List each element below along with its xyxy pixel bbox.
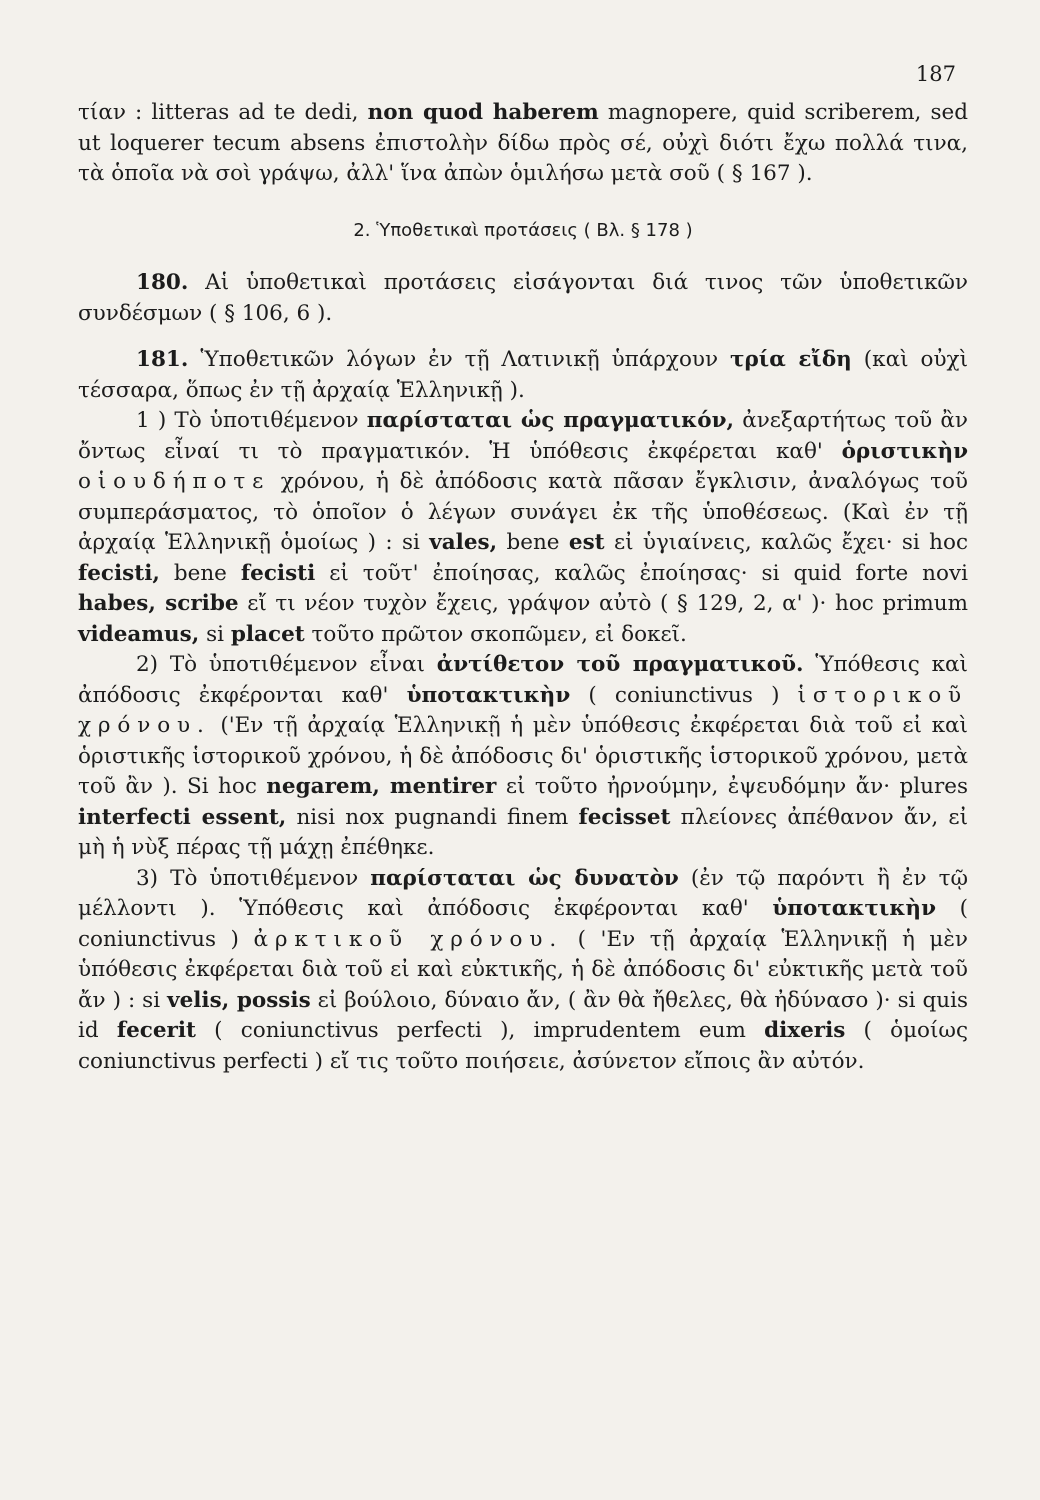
bold-run: est: [568, 530, 605, 555]
spaced-run: ἀρκτικοῦ χρόνου.: [253, 926, 564, 952]
bold-run: vales,: [429, 530, 498, 555]
text-run: nisi nox pugnandi finem: [286, 804, 579, 830]
text-run: εἰ ὑγιαίνεις, καλῶς ἔχει· si hoc: [604, 530, 968, 555]
bold-run: non quod haberem: [367, 100, 599, 125]
bold-run: ὑποτακτικὴν: [772, 896, 936, 921]
bold-run: videamus,: [78, 621, 200, 647]
spaced-run: οἱουδήποτε: [78, 469, 271, 494]
text-run: ('Εν τῇ ἀρχαίᾳ Ἑλληνικῇ ἡ μὲν ὑπόθεσις ἐκφέρεται διὰ τοῦ εἰ καὶ ὁριστικῆς ἱστορικοῦ χρόνου, ἡ δὲ ἀπόδοσις δι' ὁριστικῆς ἱστορικοῦ χρόνου, μετὰ τοῦ ἂν ). Si hoc: [78, 713, 968, 799]
text-run: εἰ τοῦτο ἠρνούμην, ἐψευδόμην ἄν· plures: [496, 774, 968, 799]
spaced-run: ἱστορικοῦ χρόνου.: [78, 682, 969, 738]
text-run: ἀνεξαρτήτως τοῦ ἂν ὄντως εἶναί τι τὸ πραγματικόν. Ἡ ὑπόθεσις ἐκφέρεται καθ': [78, 408, 969, 464]
paragraph-continued: [78, 98, 968, 190]
item-2: [78, 650, 968, 864]
bold-run: interfecti essent,: [78, 804, 287, 830]
bold-run: ὑποτακτικὴν: [406, 682, 571, 708]
bold-run: παρίσταται ὡς δυνατὸν: [370, 865, 679, 891]
text-run: ( coniunctivus ): [570, 682, 798, 708]
section-heading: 2. Ὑποθετικαὶ προτάσεις ( Βλ. § 178 ): [353, 219, 693, 241]
text-run: τοῦτο πρῶτον σκοπῶμεν, εἰ δοκεῖ.: [304, 621, 687, 647]
text-run: 2) Τὸ ὑποτιθέμενον εἶναι: [136, 652, 437, 677]
text-run: τίαν : litteras ad te dedi,: [78, 100, 368, 125]
bold-run: velis, possis: [167, 987, 311, 1013]
bold-run: ὁριστικὴν: [841, 438, 968, 464]
bold-run: fecisti,: [78, 560, 160, 586]
bold-run: fecerit: [116, 1018, 196, 1043]
section-181: [78, 345, 968, 406]
text-run: (καὶ οὐχὶ τέσσαρα, ὅπως ἐν τῇ ἀρχαίᾳ Ἑλληνικῇ ).: [78, 347, 968, 403]
text-run: Ὑπόθεσις καὶ ἀπόδοσις ἐκφέρονται καθ': [78, 652, 968, 708]
text-run: εἴ τι νέον τυχὸν ἔχεις, γράψον αὐτὸ ( § 129, 2, α' )· hoc primum: [238, 591, 968, 616]
section-number: 181.: [136, 347, 189, 372]
section-number: 180.: [136, 270, 189, 295]
text-run: si: [199, 621, 231, 647]
bold-run: ἀντίθετον τοῦ πραγματικοῦ.: [436, 652, 804, 677]
section-180: [78, 268, 968, 329]
text-run: Αἱ ὑποθετικαὶ προτάσεις εἰσάγονται διά τινος τῶν ὑποθετικῶν συνδέσμων ( § 106, 6 ).: [78, 270, 968, 326]
bold-run: dixeris: [764, 1018, 846, 1043]
text-run: (ἐν τῷ παρόντι ἢ ἐν τῷ μέλλοντι ). Ὑπόθεσις καὶ ἀπόδοσις ἐκφέρονται καθ': [78, 865, 968, 921]
bold-run: habes, scribe: [78, 591, 239, 616]
bold-run: placet: [230, 621, 305, 647]
text-run: χρόνου, ἡ δὲ ἀπόδοσις κατὰ πᾶσαν ἔγκλισιν, ἀναλόγως τοῦ συμπεράσματος, τὸ ὁποῖον ὁ λέγων συνάγει ἐκ τῆς ὑποθέσεως. (Καὶ ἐν τῇ ἀρχαίᾳ Ἑλληνικῇ ὁμοίως ) : si: [78, 469, 968, 555]
body-text: [78, 98, 968, 1077]
text-run: magnopere, quid scriberem, sed ut loquerer tecum absens ἐπιστολὴν δίδω πρὸς σέ, οὐχὶ διότι ἔχω πολλά τινα, τὰ ὁποῖα νὰ σοὶ γράψω, ἀλλ' ἵνα ἀπὼν ὁμιλήσω μετὰ σοῦ ( § 167 ).: [78, 100, 968, 186]
bold-run: negarem, mentirer: [266, 774, 497, 799]
text-run: ( coniunctivus ): [78, 896, 968, 952]
text-run: ( coniunctivus perfecti ), imprudentem eum: [195, 1018, 765, 1043]
text-run: εἰ τοῦτ' ἐποίησας, καλῶς ἐποίησας· si quid forte novi: [315, 560, 968, 586]
text-run: ( ὁμοίως coniunctivus perfecti ) εἴ τις τοῦτο ποιήσειε, ἀσύνετον εἴποις ἂν αὐτόν.: [78, 1018, 968, 1074]
bold-run: τρία εἴδη: [730, 347, 852, 372]
page-number: 187: [915, 62, 956, 86]
text-run: ( 'Εν τῇ ἀρχαίᾳ Ἑλληνικῇ ἡ μὲν ὑπόθεσις ἐκφέρεται διὰ τοῦ εἰ καὶ εὐκτικῆς, ἡ δὲ ἀπόδοσις δι' εὐκτικῆς μετὰ τοῦ ἄν ) : si: [78, 926, 968, 1013]
bold-run: fecisti: [240, 560, 316, 586]
item-1: [78, 406, 968, 650]
text-run: bene: [159, 560, 241, 586]
bold-run: fecisset: [578, 804, 671, 830]
text-run: 1 ) Τὸ ὑποτιθέμενον: [136, 408, 367, 433]
text-run: Ὑποθετικῶν λόγων ἐν τῇ Λατινικῇ ὑπάρχουν: [188, 347, 731, 372]
text-run: 3) Τὸ ὑποτιθέμενον: [136, 865, 371, 891]
text-run: εἰ βούλοιο, δύναιο ἄν, ( ἂν θὰ ἤθελες, θὰ ἠδύνασο )· si quis id: [78, 987, 968, 1043]
bold-run: παρίσταται ὡς πραγματικόν,: [366, 408, 735, 433]
item-3: [78, 864, 968, 1078]
text-run: πλείονες ἀπέθανον ἄν, εἰ μὴ ἡ νὺξ πέρας τῇ μάχῃ ἐπέθηκε.: [78, 804, 968, 860]
text-run: bene: [497, 530, 569, 555]
